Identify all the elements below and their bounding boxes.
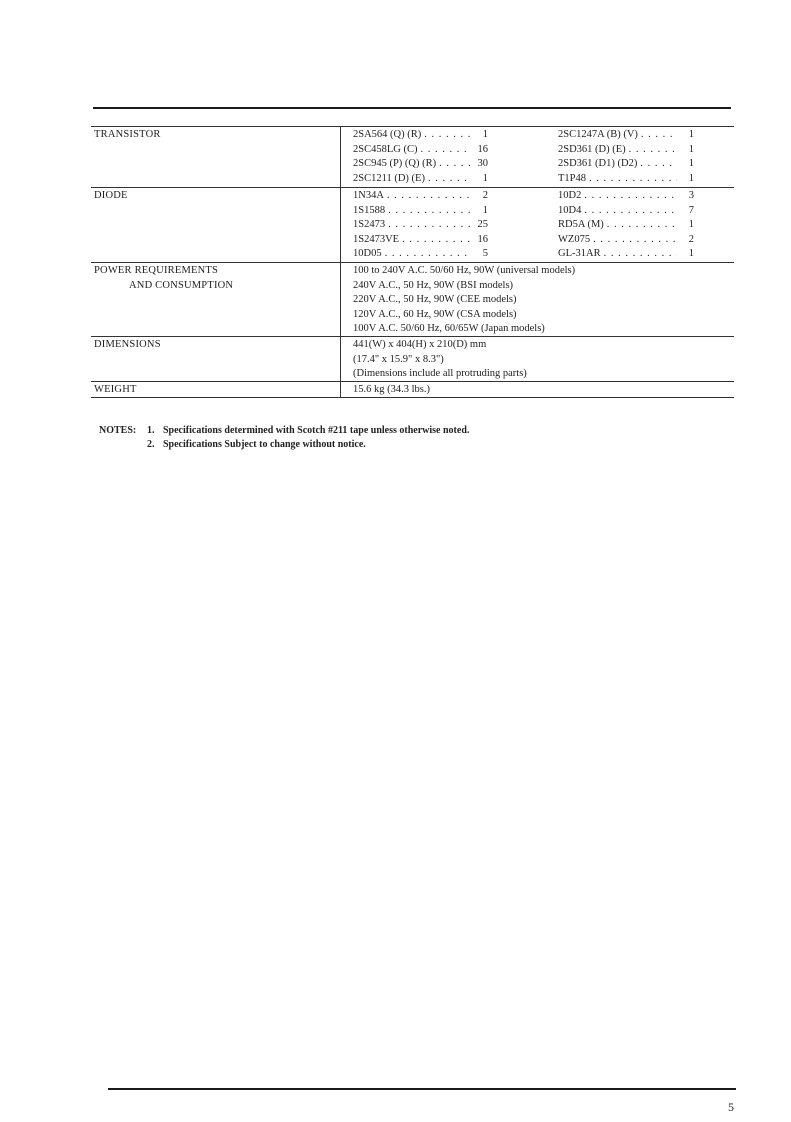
part-row [353,143,488,158]
leader-dots [604,247,677,262]
section-power [91,262,734,336]
part-name: 2SC1247A (B) (V) [558,129,638,140]
part-qty: 3 [688,190,694,201]
diode-parts [353,189,734,262]
value-line: 441(W) x 404(H) x 210(D) mm [353,339,487,350]
top-rule [93,107,731,109]
leader-dots [424,128,471,143]
part-row [558,128,694,143]
value-line: 220V A.C., 50 Hz, 90W (CEE models) [353,294,517,305]
part-row [558,189,694,204]
note-number: 2. [147,439,155,450]
column-divider [340,337,341,381]
column-divider [340,263,341,336]
part-row [558,204,694,219]
leader-dots [589,172,677,187]
part-name: 10D4 [558,204,582,216]
part-qty: 1 [688,129,694,140]
part-qty: 30 [477,158,488,169]
note-text: Specifications Subject to change without notice. [163,439,366,450]
note-item [147,438,469,452]
part-qty: 1 [688,219,694,230]
note-number: 1. [147,425,155,436]
value-line: 120V A.C., 60 Hz, 90W (CSA models) [353,308,517,320]
column-divider [340,382,341,397]
part-qty: 1 [482,204,488,216]
part-name: 2SD361 (D) (E) [558,143,626,155]
leader-dots [385,247,471,262]
value-line: (Dimensions include all protruding parts) [353,368,527,379]
leader-dots [593,233,677,248]
part-name: 2SD361 (D1) (D2) [558,158,638,169]
value-line: 15.6 kg (34.3 lbs.) [353,384,430,395]
part-name: 10D2 [558,190,582,201]
part-name: 1S2473 [353,219,386,230]
part-row [558,143,694,158]
part-qty: 1 [688,143,694,155]
part-row [353,218,488,233]
leader-dots [584,189,677,204]
leader-dots [402,233,471,248]
value-line: 100V A.C. 50/60 Hz, 60/65W (Japan models) [353,323,545,334]
power-values [353,263,734,337]
part-name: GL-31AR [558,248,601,259]
part-qty: 1 [482,129,488,140]
section-transistor [91,126,734,187]
leader-dots [584,204,677,219]
section-weight [91,381,734,398]
part-qty: 1 [688,248,694,259]
part-name: 10D05 [353,248,382,259]
leader-dots [607,218,677,233]
part-name: WZ075 [558,233,591,245]
part-name: 2SA564 (Q) (R) [353,129,422,140]
part-row [353,204,488,219]
section-label: WEIGHT [94,384,137,395]
part-name: 1N34A [353,190,384,201]
weight-values [353,382,734,398]
section-dimensions [91,336,734,381]
section-diode [91,187,734,262]
part-name: 2SC945 (P) (Q) (R) [353,158,437,169]
leader-dots [388,204,471,219]
part-qty: 2 [688,233,694,245]
part-name: 2SC1211 (D) (E) [353,172,425,184]
section-label: DIODE [94,190,128,201]
column-divider [340,188,341,262]
part-name: 2SC458LG (C) [353,143,418,155]
bottom-rule [108,1088,736,1090]
leader-dots [387,189,471,204]
note-item [147,424,469,438]
part-qty: 16 [477,233,488,245]
part-row [353,233,488,248]
leader-dots [439,157,471,172]
dimensions-values [353,337,734,382]
part-qty: 25 [477,219,488,230]
part-row [353,157,488,172]
leader-dots [388,218,471,233]
part-qty: 7 [688,204,694,216]
part-qty: 1 [688,172,694,184]
spec-table [91,126,734,398]
leader-dots [629,143,677,158]
section-label: DIMENSIONS [94,339,161,350]
transistor-parts [353,128,734,186]
column-divider [340,127,341,187]
leader-dots [428,172,471,187]
part-qty: 2 [482,190,488,201]
leader-dots [420,143,471,158]
part-row [558,157,694,172]
note-text: Specifications determined with Scotch #211 tape unless otherwise noted. [163,425,470,436]
part-qty: 16 [477,143,488,155]
section-label [94,264,334,293]
part-name: RD5A (M) [558,219,604,230]
part-row [353,189,488,204]
part-row [353,128,488,143]
part-row [558,247,694,262]
part-name: 1S1588 [353,204,386,216]
notes-title: NOTES: [99,425,137,436]
label-line: POWER REQUIREMENTS [94,265,219,276]
part-row [353,247,488,262]
part-qty: 1 [482,172,488,184]
part-row [353,172,488,187]
section-label: TRANSISTOR [94,129,161,140]
part-row [558,218,694,233]
page-number: 5 [728,1100,734,1114]
leader-dots [641,128,677,143]
leader-dots [640,157,677,172]
value-line: 240V A.C., 50 Hz, 90W (BSI models) [353,279,514,291]
part-row [558,172,694,187]
label-line: AND CONSUMPTION [129,279,234,291]
value-line: 100 to 240V A.C. 50/60 Hz, 90W (universal models) [353,265,576,276]
value-line: (17.4" x 15.9" x 8.3") [353,353,444,365]
part-name: 1S2473VE [353,233,400,245]
part-qty: 1 [688,158,694,169]
part-qty: 5 [482,248,488,259]
notes [99,424,469,452]
part-name: T1P48 [558,172,587,184]
part-row [558,233,694,248]
